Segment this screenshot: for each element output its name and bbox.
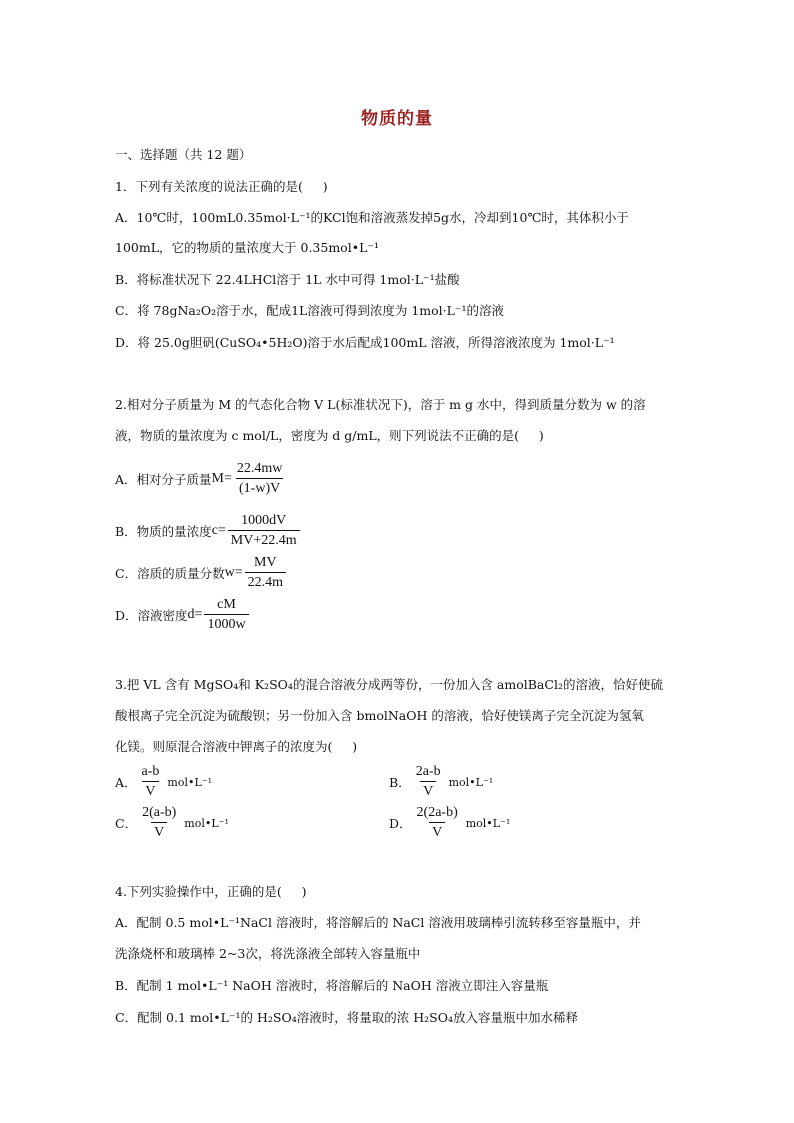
fraction-denominator: V bbox=[151, 822, 167, 841]
q4-stem: 4.下列实验操作中，正确的是( ) bbox=[115, 884, 307, 899]
q1-option-d: D．将 25.0g胆矾(CuSO₄•5H₂O)溶于水后配成100mL 溶液，所得溶液浓度为 1mol·L⁻¹ bbox=[115, 335, 615, 350]
fraction-numerator: a-b bbox=[141, 764, 160, 779]
fraction-numerator: 2(a-b) bbox=[142, 805, 177, 820]
q2-option-c-label: C．溶质的质量分数 bbox=[115, 566, 225, 581]
fraction-denominator: V bbox=[429, 822, 445, 841]
q2-stem-line1: 2.相对分子质量为 M 的气态化合物 V L(标准状况下)，溶于 m g 水中，得到质量分数为 w 的溶 bbox=[115, 397, 646, 412]
q1-option-c: C．将 78gNa₂O₂溶于水，配成1L溶液可得到浓度为 1mol·L⁻¹的溶液 bbox=[115, 303, 505, 318]
q3-option-c bbox=[115, 805, 229, 841]
q2-option-a bbox=[115, 461, 287, 497]
q1-option-a-cont: 100mL，它的物质的量浓度大于 0.35mol•L⁻¹ bbox=[115, 240, 379, 255]
q2-option-b-fraction bbox=[228, 513, 300, 549]
q2-option-d bbox=[115, 597, 251, 633]
fraction-numerator: 1000dV bbox=[241, 513, 287, 528]
q3-option-a-unit: mol•L⁻¹ bbox=[167, 775, 213, 789]
q4-option-b: B．配制 1 mol•L⁻¹ NaOH 溶液时，将溶解后的 NaOH 溶液立即注入容量瓶 bbox=[115, 978, 549, 993]
q4-option-c: C．配制 0.1 mol•L⁻¹的 H₂SO₄溶液时，将量取的浓 H₂SO₄放入容量瓶中加水稀释 bbox=[115, 1010, 578, 1025]
q2-option-a-fraction bbox=[234, 461, 286, 497]
fraction-denominator: V bbox=[420, 781, 436, 800]
q4-option-a-cont: 洗涤烧杯和玻璃棒 2~3次，将洗涤液全部转入容量瓶中 bbox=[115, 946, 421, 961]
fraction-denominator: 22.4m bbox=[245, 572, 286, 591]
q3-stem-line2: 酸根离子完全沉淀为硫酸钡；另一份加入含 bmolNaOH 的溶液，恰好使镁离子完全沉淀为氢氧 bbox=[115, 708, 644, 723]
q2-option-b-label: B．物质的量浓度 bbox=[115, 524, 212, 539]
section-heading: 一、选择题（共 12 题） bbox=[115, 147, 252, 162]
q3-option-d-fraction bbox=[414, 805, 461, 841]
q3-option-a-fraction bbox=[139, 764, 163, 800]
q3-option-b bbox=[389, 764, 493, 800]
q3-option-a-label: A． bbox=[115, 775, 137, 790]
q1-stem: 1．下列有关浓度的说法正确的是( ) bbox=[115, 179, 328, 194]
q2-option-a-lhs: M= bbox=[211, 471, 232, 486]
q2-option-c bbox=[115, 555, 288, 591]
fraction-numerator: 22.4mw bbox=[236, 461, 283, 476]
fraction-denominator: (1-w)V bbox=[236, 478, 283, 497]
q3-option-b-fraction bbox=[413, 764, 444, 800]
q2-option-c-fraction bbox=[245, 555, 286, 591]
q3-option-a bbox=[115, 764, 212, 800]
fraction-numerator: MV bbox=[254, 555, 277, 570]
fraction-numerator: 2(2a-b) bbox=[416, 805, 458, 820]
q2-option-d-fraction bbox=[204, 597, 248, 633]
q2-stem-line2: 液，物质的量浓度为 c mol/L，密度为 d g/mL，则下列说法不正确的是( ) bbox=[115, 428, 544, 443]
q4-option-a: A．配制 0.5 mol•L⁻¹NaCl 溶液时，将溶解后的 NaCl 溶液用玻璃棒引流转移至容量瓶中，并 bbox=[115, 915, 641, 930]
q2-option-c-lhs: w= bbox=[224, 565, 243, 580]
q1-option-a: A．10℃时，100mL0.35mol·L⁻¹的KCl饱和溶液蒸发掉5g水，冷却到10℃时，其体积小于 bbox=[115, 210, 629, 225]
q3-option-b-label: B． bbox=[389, 775, 411, 790]
q2-option-d-label: D．溶液密度 bbox=[115, 608, 188, 623]
q3-stem-line3: 化镁。则原混合溶液中钾离子的浓度为( ) bbox=[115, 739, 358, 754]
page-title: 物质的量 bbox=[361, 109, 433, 129]
fraction-denominator: 1000w bbox=[204, 614, 248, 633]
q2-option-a-label: A．相对分子质量 bbox=[115, 472, 212, 487]
fraction-numerator: 2a-b bbox=[415, 764, 441, 779]
q3-option-b-unit: mol•L⁻¹ bbox=[448, 775, 494, 789]
fraction-numerator: cM bbox=[217, 597, 236, 612]
q3-option-c-label: C． bbox=[115, 816, 138, 831]
q3-stem-line1: 3.把 VL 含有 MgSO₄和 K₂SO₄的混合溶液分成两等份，一份加入含 amolBaCl₂的溶液，恰好使硫 bbox=[115, 677, 663, 692]
q3-option-c-unit: mol•L⁻¹ bbox=[184, 816, 229, 830]
q3-option-d-label: D． bbox=[389, 816, 412, 831]
q1-option-b: B．将标准状况下 22.4LHCl溶于 1L 水中可得 1mol·L⁻¹盐酸 bbox=[115, 272, 460, 287]
fraction-denominator: MV+22.4m bbox=[228, 530, 300, 549]
q3-option-d-unit: mol•L⁻¹ bbox=[465, 816, 511, 830]
fraction-denominator: V bbox=[142, 781, 158, 800]
q3-option-d bbox=[389, 805, 510, 841]
q2-option-b bbox=[115, 513, 302, 549]
q2-option-d-lhs: d= bbox=[187, 607, 203, 622]
q3-option-c-fraction bbox=[139, 805, 179, 841]
q2-option-b-lhs: c= bbox=[211, 523, 226, 538]
